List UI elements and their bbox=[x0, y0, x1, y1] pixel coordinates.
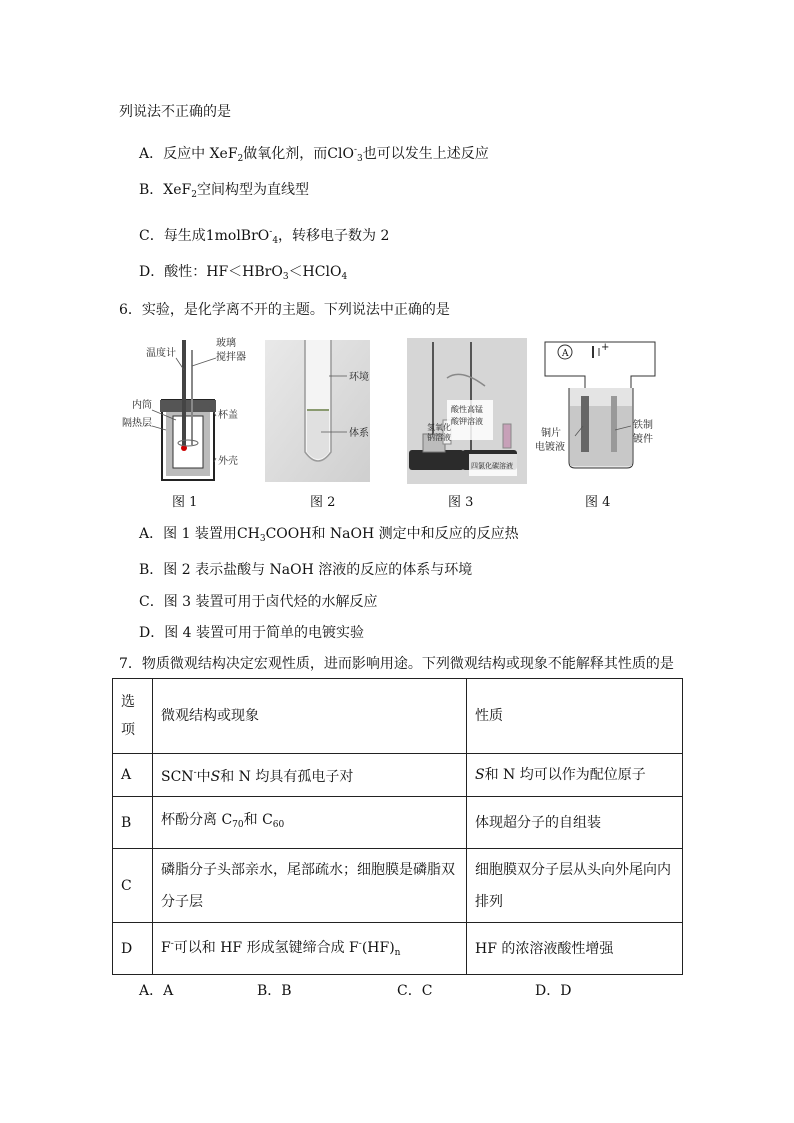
fig3-label-hydroxide-2: 钠溶液 bbox=[427, 433, 451, 442]
row-property: HF 的浓溶液酸性增强 bbox=[467, 923, 683, 975]
q5-option-c: C．每生成1molBrO-$_4$，转移电子数为 2 bbox=[139, 227, 390, 246]
q5-option-a: A．反应中 XeF$_2$做氧化剂，而ClO-$_3$也可以发生上述反应 bbox=[139, 145, 489, 164]
fig1-label-thermometer: 温度计 bbox=[146, 348, 176, 359]
fig4-ammeter-label: A bbox=[562, 349, 569, 359]
table-row bbox=[113, 923, 683, 975]
q5-option-d: D．酸性：HF＜HBrO$_3$＜HClO$_4$ bbox=[139, 264, 348, 282]
fig1-label-stirrer-2: 搅拌器 bbox=[216, 352, 246, 363]
figure-2-caption: 图 2 bbox=[310, 495, 336, 510]
row-structure: F-可以和 HF 形成氢键缔合成 $F^-(HF)_n$ bbox=[153, 923, 467, 975]
fig4-label-copper: 铜片 bbox=[541, 428, 561, 439]
q7-table bbox=[112, 678, 683, 975]
q7-stem: 7．物质微观结构决定宏观性质，进而影响用途。下列微观结构或现象不能解释其性质的是 bbox=[119, 656, 674, 672]
row-key: B bbox=[113, 797, 153, 849]
table-row bbox=[113, 849, 683, 923]
q7-choice-c: C．C bbox=[397, 983, 433, 999]
figure-4-caption: 图 4 bbox=[585, 495, 611, 510]
row-key: C bbox=[113, 849, 153, 923]
row-structure: SCN-中S和 N 均具有孤电子对 bbox=[153, 754, 467, 797]
q6-option-c: C．图 3 装置可用于卤代烃的水解反应 bbox=[139, 594, 378, 610]
fig2-label-system: 体系 bbox=[349, 428, 369, 439]
header-structure: 微观结构或现象 bbox=[153, 679, 467, 754]
row-structure: 磷脂分子头部亲水，尾部疏水；细胞膜是磷脂双 分子层 bbox=[153, 849, 467, 923]
figure-1-caption: 图 1 bbox=[172, 495, 198, 510]
fig4-label-iron-2: 镀件 bbox=[633, 434, 653, 445]
fig1-label-shell: 外壳 bbox=[218, 456, 238, 467]
q5-option-b: B．XeF$_2$空间构型为直线型 bbox=[139, 182, 309, 200]
table-row bbox=[113, 754, 683, 797]
q5-stem-tail: 列说法不正确的是 bbox=[119, 104, 231, 120]
q7-choice-d: D．D bbox=[535, 983, 572, 999]
q7-choice-a: A．A bbox=[139, 983, 174, 999]
fig1-label-insulation: 隔热层 bbox=[122, 418, 152, 429]
fig4-label-iron-1: 铁制 bbox=[633, 420, 653, 431]
row-property: 细胞膜双分子层从头向外尾向内 排列 bbox=[467, 849, 683, 923]
fig2-label-environment: 环境 bbox=[349, 372, 369, 383]
fig1-label-stirrer-1: 玻璃 bbox=[216, 338, 236, 349]
figure-3-apparatus bbox=[407, 338, 527, 484]
fig1-label-inner: 内筒 bbox=[132, 400, 152, 411]
header-option: 选 项 bbox=[113, 679, 153, 754]
figure-4-electroplating bbox=[535, 340, 660, 485]
fig3-label-permanganate-1: 酸性高锰 bbox=[451, 405, 483, 414]
fig4-label-plating-solution: 电镀液 bbox=[535, 442, 565, 453]
row-structure: 杯酚分离 $C_{70}$和 $C_{60}$ bbox=[153, 797, 467, 849]
figure-3-caption: 图 3 bbox=[448, 495, 474, 510]
row-key: A bbox=[113, 754, 153, 797]
table-header-row bbox=[113, 679, 683, 754]
row-property: 体现超分子的自组装 bbox=[467, 797, 683, 849]
q6-option-d: D．图 4 装置可用于简单的电镀实验 bbox=[139, 625, 365, 641]
q7-choice-b: B．B bbox=[257, 983, 292, 999]
q6-stem: 6．实验，是化学离不开的主题。下列说法中正确的是 bbox=[119, 302, 450, 318]
table-row bbox=[113, 797, 683, 849]
fig3-label-hydroxide-1: 氢氧化 bbox=[427, 423, 451, 432]
q6-option-a: A．图 1 装置用$CH_3COOH$和 NaOH 测定中和反应的反应热 bbox=[139, 526, 519, 544]
fig3-label-permanganate-2: 酸钾溶液 bbox=[451, 417, 483, 426]
svg-text:+: + bbox=[601, 342, 610, 353]
q6-option-b: B．图 2 表示盐酸与 NaOH 溶液的反应的体系与环境 bbox=[139, 562, 473, 578]
header-property: 性质 bbox=[467, 679, 683, 754]
figure-1-calorimeter bbox=[120, 330, 260, 490]
figure-2-test-tube bbox=[265, 340, 395, 482]
fig3-label-ccl4: 四氯化碳溶液 bbox=[471, 462, 513, 470]
row-property: S和 N 均可以作为配位原子 bbox=[467, 754, 683, 797]
row-key: D bbox=[113, 923, 153, 975]
fig1-label-lid: 杯盖 bbox=[218, 410, 238, 421]
